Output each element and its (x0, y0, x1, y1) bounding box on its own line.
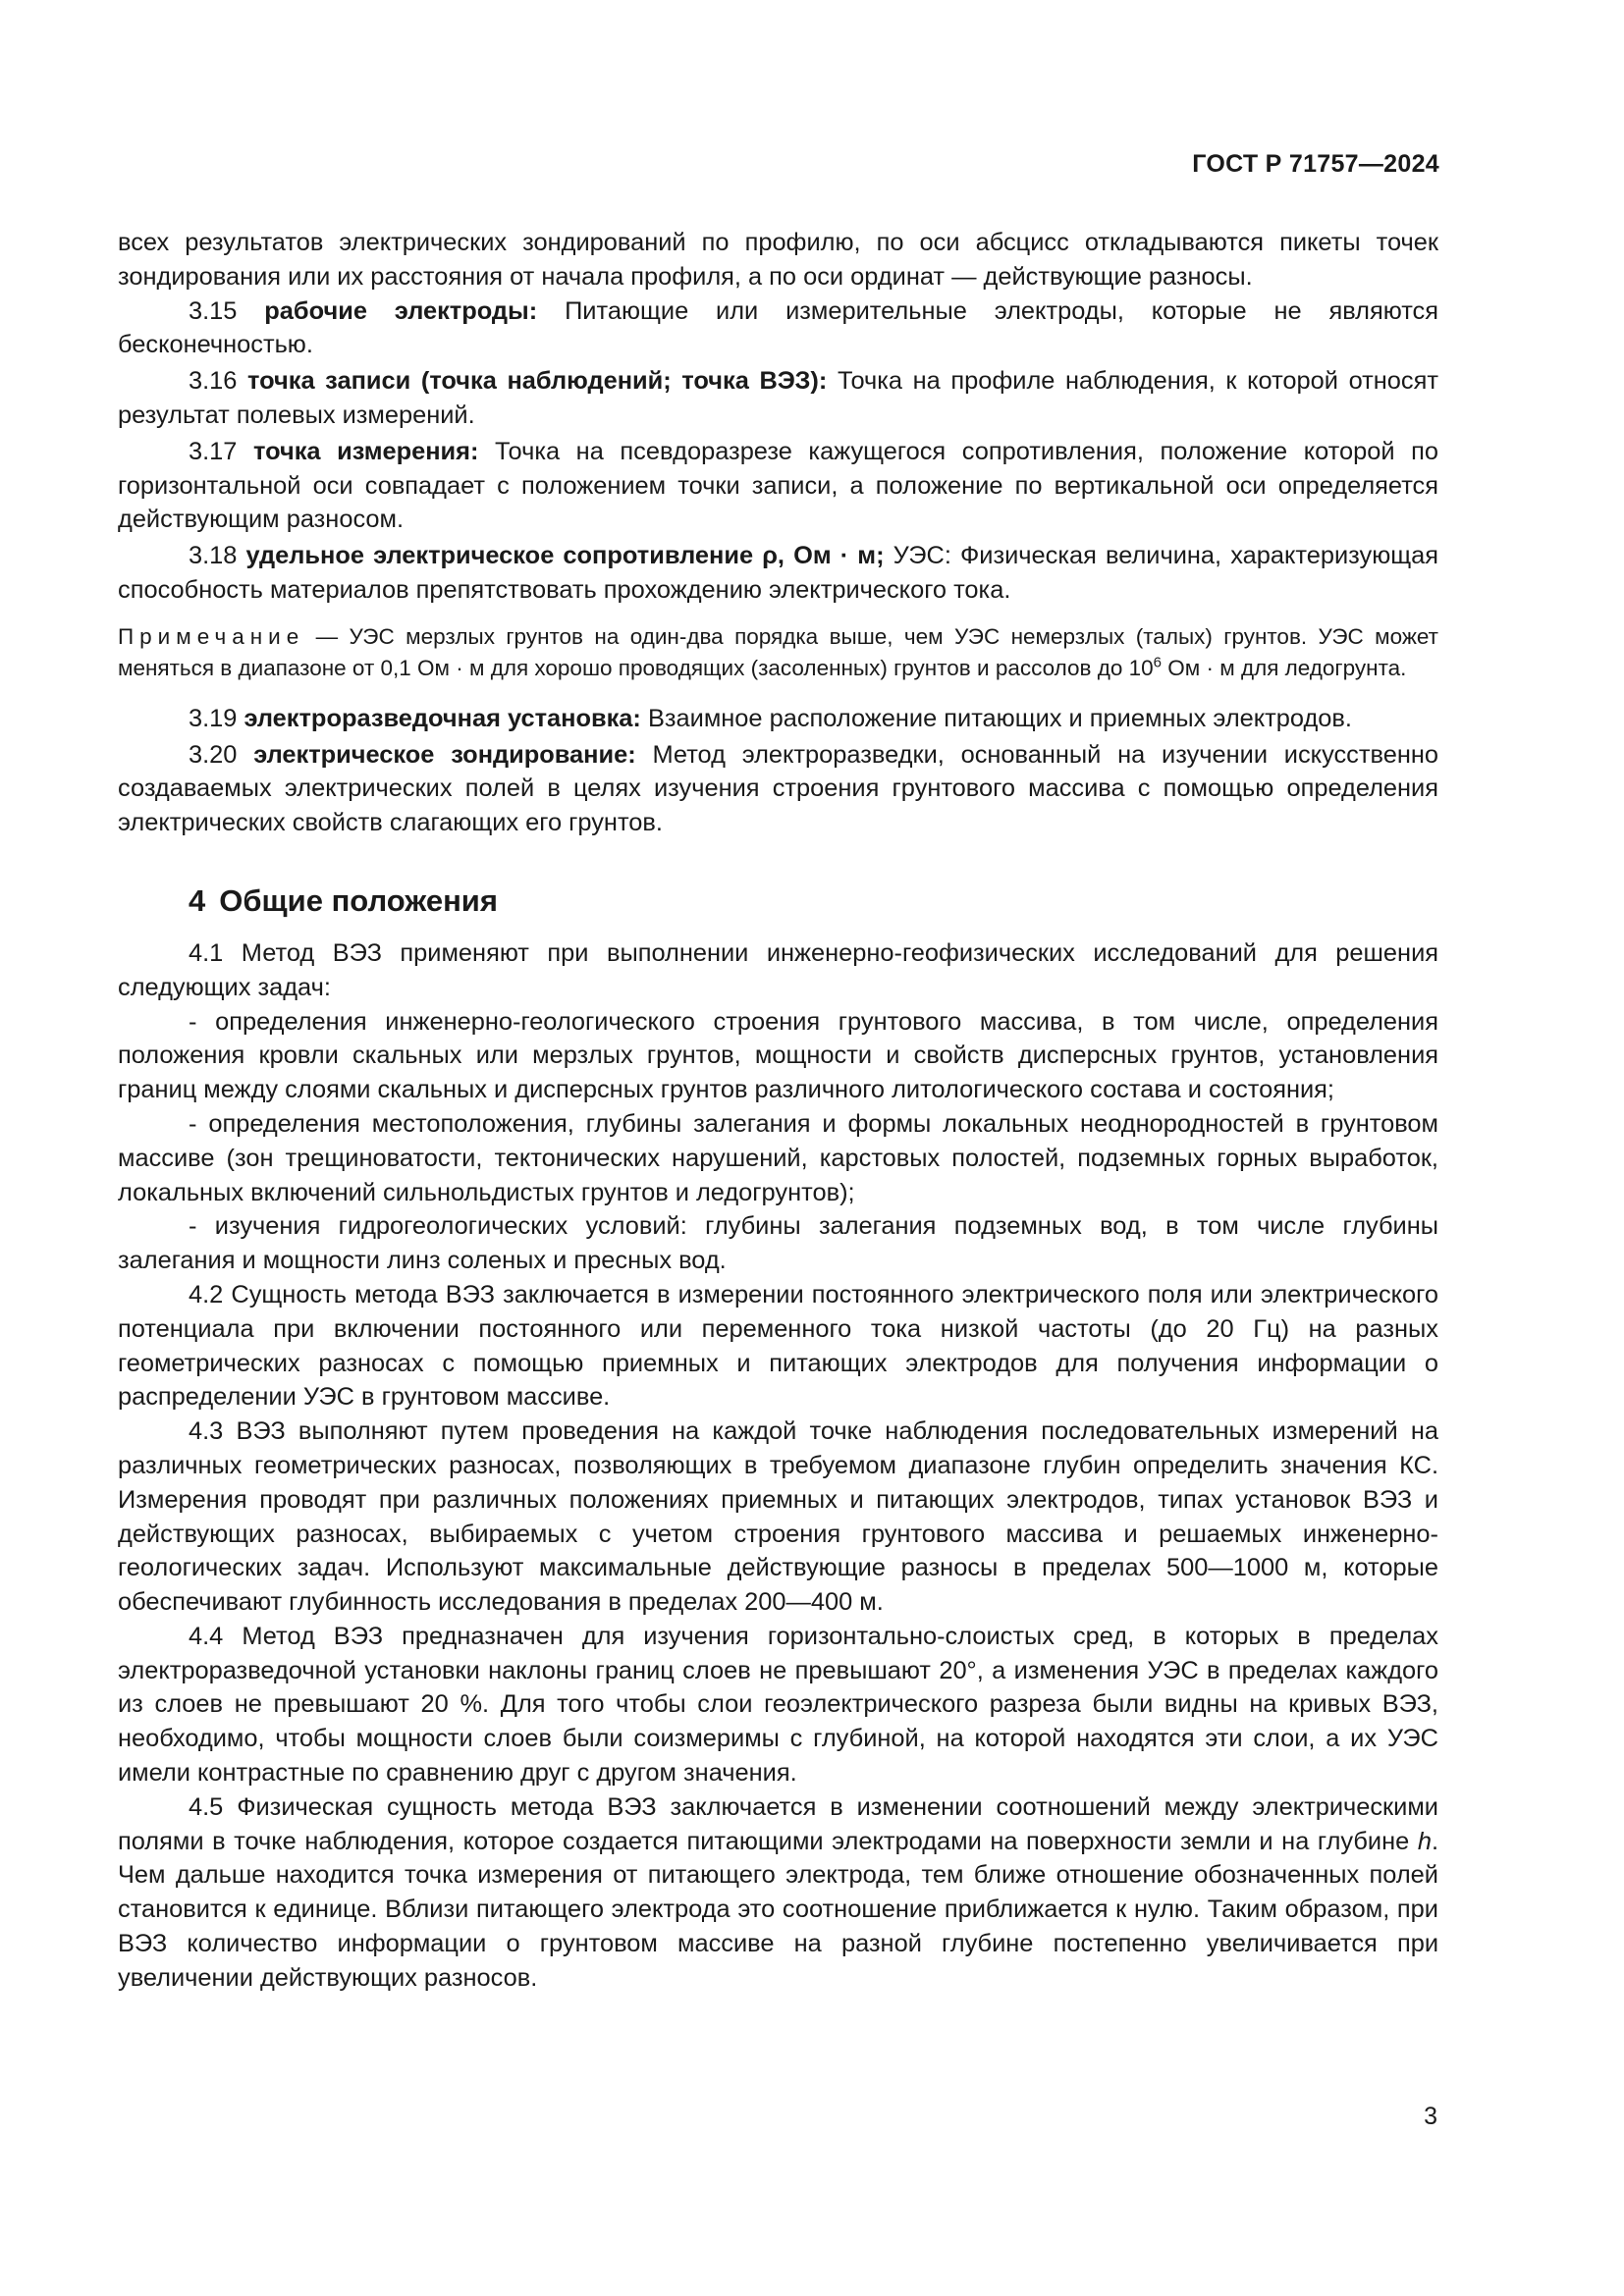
term-3-16 (118, 364, 1438, 433)
note-label: Примечание (118, 623, 305, 649)
term-name: точка записи (точка наблюдений; точка ВЭЗ): (247, 367, 828, 396)
term-number: 3.18 (189, 542, 238, 570)
paragraph-4-4: 4.4 Метод ВЭЗ предназначен для изучения горизонтально-слоистых сред, в которых в пределах электроразведочной установки наклоны границ слоев не превышают 20°, а изменения УЭС в пределах каждого из слоев не превышают 20 %. Для того чтобы слои геоэлектрического разреза были видны на кривых ВЭЗ, необходимо, чтобы мощности слоев были соизмеримы с глубиной, на которой находятся эти слои, а их УЭС имели контрастные по сравнению друг с другом значения. (118, 1622, 1438, 1788)
list-item: - изучения гидрогеологических условий: глубины залегания подземных вод, в том числе глубины залегания и мощности линз соленых и пресных вод. (118, 1212, 1438, 1275)
term-number: 3.15 (189, 296, 238, 325)
term-name: точка измерения: (252, 437, 479, 465)
term-number: 3.20 (189, 740, 238, 769)
page-body (118, 226, 1438, 1996)
term-definition: Физическая величина, характеризующая способность материалов препятствовать прохождению электрического тока. (118, 542, 1438, 604)
paragraph-4-1: 4.1 Метод ВЭЗ применяют при выполнении инженерно-геофизических исследований для решения следующих задач: (118, 938, 1438, 1001)
depth-symbol: h (1417, 1827, 1432, 1855)
paragraph-text: 4.5 Физическая сущность метода ВЭЗ заключается в изменении соотношений между электрическими полями в точке наблюдения, которое создается питающими электродами на поверхности земли и на глубине (118, 1792, 1438, 1855)
paragraph-text-end: . Чем дальше находится точка измерения от питающего электрода, тем ближе отношение обозначенных полей становится к единице. Вблизи питающего электрода это соотношение приближается к нулю. Таким образом, при ВЭЗ количество информации о грунтовом массиве на разной глубине постепенно увеличивается при увеличении действующих разносов. (118, 1827, 1438, 1992)
term-definition: Взаимное расположение питающих и приемных электродов. (647, 704, 1352, 732)
section-title: Общие положения (219, 882, 498, 918)
page-number: 3 (1424, 2103, 1437, 2130)
term-definition: Точка на псевдоразрезе кажущегося сопротивления, положение которой по горизонтальной оси совпадает с положением точки записи, а положение по вертикальной оси определяется действующим разносом. (118, 437, 1438, 534)
term-name: электроразведочная установка: (244, 704, 641, 732)
term-definition: Метод электроразведки, основанный на изучении искусственно создаваемых электрических полей в целях изучения строения грунтового массива с помощью определения электрических свойств слагающих его грунтов. (118, 740, 1438, 837)
note-text: — УЭС мерзлых грунтов на один-два порядка выше, чем УЭС немерзлых (талых) грунтов. УЭС может меняться в диапазоне от 0,1 Ом · м для хорошо проводящих (засоленных) грунтов и рассолов до 10 (118, 623, 1438, 680)
note-superscript: 6 (1153, 654, 1162, 671)
list-item: - определения инженерно-геологического строения грунтового массива, в том числе, определения положения кровли скальных или мерзлых грунтов, мощности и свойств дисперсных грунтов, установления границ между слоями скальных и дисперсных грунтов различного литологического состава и состояния; (118, 1007, 1438, 1104)
term-name: удельное электрическое сопротивление ρ, Ом · м; (245, 542, 885, 570)
paragraph-4-5 (118, 1790, 1438, 1996)
term-3-15 (118, 294, 1438, 363)
term-name: рабочие электроды: (264, 296, 538, 325)
term-3-17 (118, 435, 1438, 537)
paragraph-3-14-continuation: всех результатов электрических зондирований по профилю, по оси абсцисс откладываются пикеты точек зондирования или их расстояния от начала профиля, а по оси ординат — действующие разносы. (118, 229, 1438, 291)
section-4-heading (189, 881, 1438, 921)
term-name: электрическое зондирование: (253, 740, 636, 769)
list-item: - определения местоположения, глубины залегания и формы локальных неоднородностей в грунтовом массиве (зон трещиноватости, тектонических нарушений, карстовых полостей, подземных горных выработок, локальных включений сильнольдистых грунтов и ледогрунтов); (118, 1109, 1438, 1206)
term-definition: Питающие или измерительные электроды, которые не являются бесконечностью. (118, 296, 1438, 359)
document-header: ГОСТ Р 71757—2024 (1192, 150, 1439, 178)
term-abbreviation: УЭС: (893, 542, 951, 570)
paragraph-4-2: 4.2 Сущность метода ВЭЗ заключается в измерении постоянного электрического поля или электрического потенциала при включении постоянного или переменного тока низкой частоты (до 20 Гц) на разных геометрических разносах с помощью приемных и питающих электродов для получения информации о распределении УЭС в грунтовом массиве. (118, 1280, 1438, 1412)
note-3-18 (118, 621, 1438, 684)
note-text-end: Ом · м для ледогрунта. (1167, 655, 1407, 680)
term-3-19 (118, 702, 1438, 736)
section-number: 4 (189, 882, 206, 918)
term-number: 3.19 (189, 704, 238, 732)
term-definition: Точка на профиле наблюдения, к которой относят результат полевых измерений. (118, 367, 1438, 429)
term-number: 3.17 (189, 437, 238, 465)
term-3-18 (118, 539, 1438, 608)
paragraph-4-3: 4.3 ВЭЗ выполняют путем проведения на каждой точке наблюдения последовательных измерений на различных геометрических разносах, позволяющих в требуемом диапазоне глубин определить значения КС. Измерения проводят при различных положениях приемных и питающих электродов, типах установок ВЭЗ и действующих разносах, выбираемых с учетом строения грунтового массива и решаемых инженерно-геологических задач. Используют максимальные действующие разносы в пределах 500—1000 м, которые обеспечивают глубинность исследования в пределах 200—400 м. (118, 1417, 1438, 1617)
term-number: 3.16 (189, 367, 238, 396)
term-3-20 (118, 738, 1438, 840)
